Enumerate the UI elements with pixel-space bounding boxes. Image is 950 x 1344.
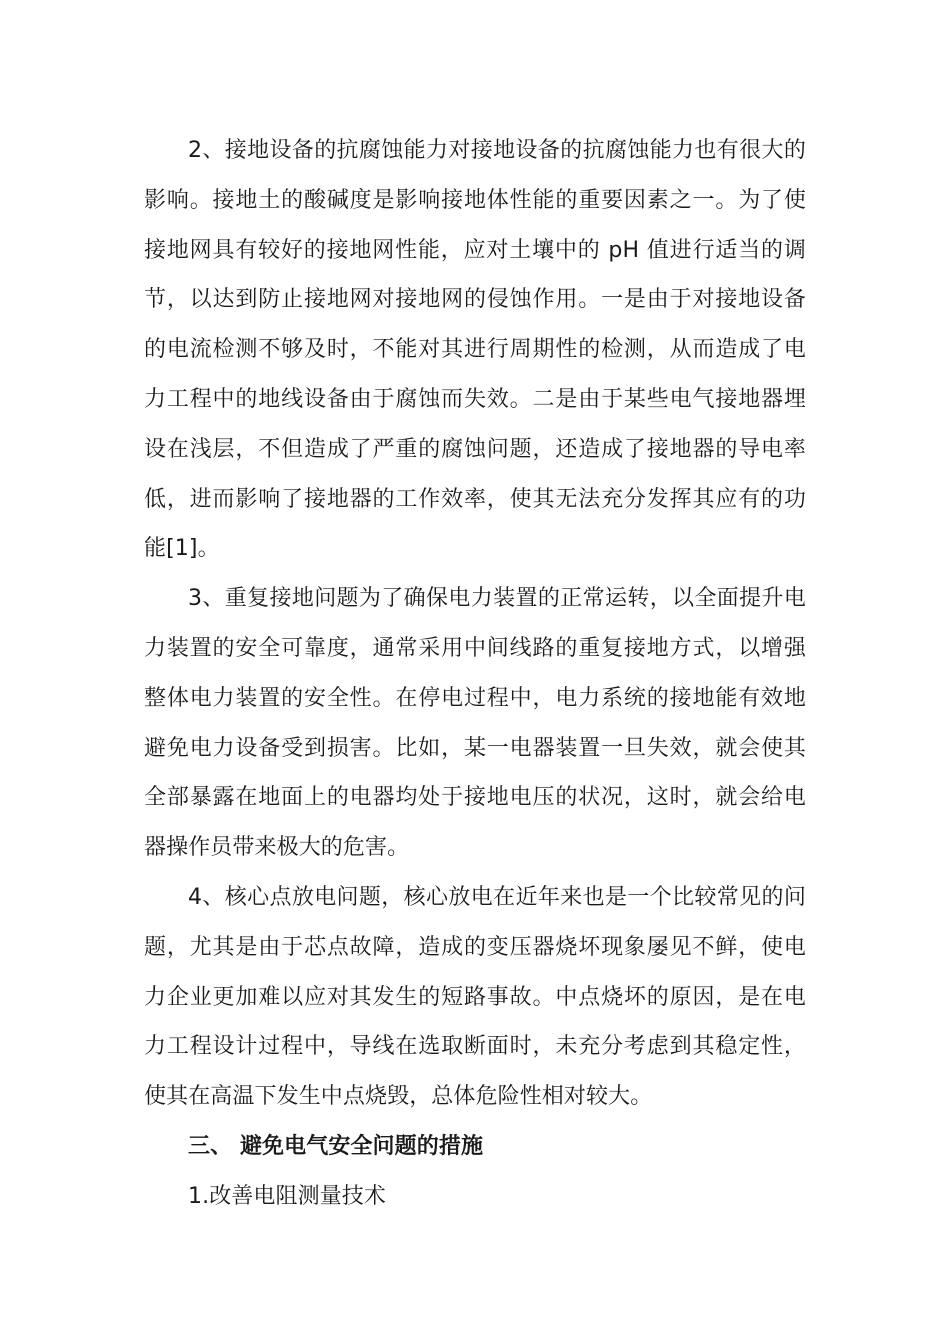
paragraph-core-discharge: 4、核心点放电问题，核心放电在近年来也是一个比较常见的问题，尤其是由于芯点故障，造成的变压器烧坏现象屡见不鲜，使电力企业更加难以应对其发生的短路事故。中点烧坏的原因，是在电力工程设计过程中，导线在选取断面时，未充分考虑到其稳定性，使其在高温下发生中点烧毁，总体危险性相对较大。 bbox=[144, 884, 806, 1110]
subsection-heading: 1.改善电阻测量技术 bbox=[188, 1183, 386, 1209]
document-body bbox=[144, 126, 806, 1222]
paragraph-repeated-grounding: 3、重复接地问题为了确保电力装置的正常运转，以全面提升电力装置的安全可靠度，通常采用中间线路的重复接地方式，以增强整体电力装置的安全性。在停电过程中，电力系统的接地能有效地避免电力设备受到损害。比如，某一电器装置一旦失效，就会使其全部暴露在地面上的电器均处于接地电压的状况，这时，就会给电器操作员带来极大的危害。 bbox=[144, 586, 806, 861]
paragraph-anticorrosion: 2、接地设备的抗腐蚀能力对接地设备的抗腐蚀能力也有很大的影响。接地土的酸碱度是影响接地体性能的重要因素之一。为了使接地网具有较好的接地网性能，应对土壤中的 pH 值进行适当的调节，以达到防止接地网对接地网的侵蚀作用。一是由于对接地设备的电流检测不够及时，不能对其进行周期性的检测，从而造成了电力工程中的地线设备由于腐蚀而失效。二是由于某些电气接地器埋设在浅层，不但造成了严重的腐蚀问题，还造成了接地器的导电率低，进而影响了接地器的工作效率，使其无法充分发挥其应有的功能[1]。 bbox=[144, 138, 806, 562]
section-heading: 三、 避免电气安全问题的措施 bbox=[188, 1133, 484, 1159]
